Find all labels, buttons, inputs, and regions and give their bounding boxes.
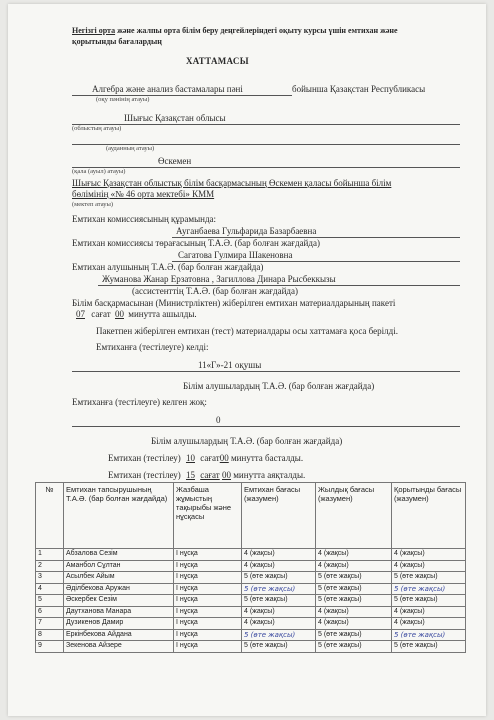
packet-line-1: Білім басқармасынан (Министрліктен) жіберілген емтихан материалдарының пакеті [72,298,396,308]
results-table [35,482,466,653]
region-caption: (облыстың атауы) [72,125,122,132]
exam-grade: 4 (жақсы) [242,549,316,561]
student-name: Зекенова Айзере [64,641,174,653]
table-header-row [36,483,466,549]
final-grade: 5 (өте жақсы) [392,572,466,584]
start-hour: 10 [185,453,195,463]
end-prefix: Емтихан (тестілеу) [108,470,181,480]
final-grade: 4 (жақсы) [392,560,466,572]
came-caption: Білім алушылардың Т.А.Ә. (бар болған жағдайда) [183,381,375,391]
end-hour-word: сағат [200,470,220,480]
final-grade: 5 (өте жақсы) [392,595,466,607]
school-line-1: Шығыс Қазақстан облыстық білім басқармасының Өскемен қаласы бойынша білім [72,178,392,188]
header-line-2: қорытынды бағалардың [72,37,162,46]
table-row [36,641,466,653]
variant: I нұсқа [174,560,242,572]
exam-grade: 4 (жақсы) [242,618,316,630]
final-grade: 5 (өте жақсы) [392,641,466,653]
end-time-line [108,470,305,481]
header-final-grade: Қорытынды бағасы (жазумен) [392,483,466,549]
exam-grade: 5 (өте жақсы) [242,583,316,595]
start-minute: 00 [219,453,229,463]
table-row [36,595,466,607]
start-prefix: Емтихан (тестілеу) [108,453,181,463]
header-number: № [36,483,64,549]
packet-minute: 00 [115,309,124,319]
row-number: 6 [36,606,64,618]
region-value: Шығыс Қазақстан облысы [124,113,226,123]
table-row [36,583,466,595]
annual-grade: 4 (жақсы) [316,606,392,618]
table-row [36,618,466,630]
student-name: Асылбек Айым [64,572,174,584]
row-number: 4 [36,583,64,595]
table-row [36,629,466,641]
student-name: Даутханова Манара [64,606,174,618]
row-number: 8 [36,629,64,641]
final-grade: 5 (өте жақсы) [392,629,466,641]
table-row [36,560,466,572]
annual-grade: 5 (өте жақсы) [316,583,392,595]
start-time-line [108,453,303,464]
variant: I нұсқа [174,629,242,641]
assistants-caption: (ассистенттің Т.А.Ә. (бар болған жағдайда) [132,286,298,296]
absent-value: 0 [216,415,221,425]
subject-suffix: бойынша Қазақстан Республикасы [292,84,426,94]
variant: I нұсқа [174,641,242,653]
exam-grade: 4 (жақсы) [242,606,316,618]
final-grade: 4 (жақсы) [392,549,466,561]
start-suffix: минутта басталды. [230,453,304,463]
end-suffix: минутта аяқталды. [233,470,306,480]
student-name: Дузикенов Дамир [64,618,174,630]
variant: I нұсқа [174,606,242,618]
commission-label: Емтихан комиссиясының құрамында: [72,214,217,224]
exam-grade: 4 (жақсы) [242,560,316,572]
table-row [36,606,466,618]
assistants-names: Жуманова Жанар Ерзатовна , Загиллова Динара Рысбеккызы [102,274,336,284]
packet-line-3: Пакетпен жіберілген емтихан (тест) материалдары осы хаттамаға қоса берілді. [96,326,398,336]
came-label: Емтиханға (тестілеуге) келді: [96,342,209,352]
variant: I нұсқа [174,549,242,561]
student-name: Абзалова Сезім [64,549,174,561]
school-line-2: бөлімінің «№ 46 орта мектебі» КММ [72,189,215,199]
exam-grade: 5 (өте жақсы) [242,572,316,584]
student-name: Еркінбекова Айдана [64,629,174,641]
subject-value: Алгебра және анализ бастамалары пәні [92,84,243,94]
header-written-topic: Жазбаша жұмыстың тақырыбы және нұсқасы [174,483,242,549]
student-name: Әскербек Сезім [64,595,174,607]
end-minute: 00 [221,470,231,480]
packet-tail: минутта ашылды. [128,309,197,319]
row-number: 1 [36,549,64,561]
header-underlined: Негізгі орта [72,26,116,35]
city-value: Өскемен [158,156,192,166]
variant: I нұсқа [174,572,242,584]
chair-label: Емтихан комиссиясы төрағасының Т.А.Ә. (бар болған жағдайда) [72,238,320,248]
end-hour: 15 [185,470,195,480]
table-row [36,572,466,584]
examiner-label: Емтихан алушының Т.А.Ә. (бар болған жағдайда) [72,262,264,272]
annual-grade: 4 (жақсы) [316,549,392,561]
commission-member: Ауганбаева Гульфарида Базарбаевна [176,226,317,236]
came-value: 11«Г»-21 оқушы [198,360,262,370]
table-row [36,549,466,561]
packet-line-2 [72,309,197,320]
packet-hour-word: сағат [91,309,111,319]
exam-grade: 5 (өте жақсы) [242,629,316,641]
annual-grade: 5 (өте жақсы) [316,641,392,653]
header-student-name: Емтихан тапсырушының Т.А.Ә. (бар болған жағдайда) [64,483,174,549]
exam-grade: 5 (өте жақсы) [242,641,316,653]
student-name: Аманбол Сұлтан [64,560,174,572]
header-rest: және жалпы орта білім беру деңгейлеріндегі оқыту курсы үшін емтихан және [115,26,398,35]
absent-label: Емтиханға (тестілеуге) келген жоқ: [72,397,207,407]
chair-name: Сагатова Гулмира Шакеновна [178,250,293,260]
district-caption: (ауданның атауы) [106,145,155,152]
annual-grade: 5 (өте жақсы) [316,595,392,607]
final-grade: 5 (өте жақсы) [392,583,466,595]
row-number: 9 [36,641,64,653]
annual-grade: 4 (жақсы) [316,560,392,572]
header-exam-grade: Емтихан бағасы (жазумен) [242,483,316,549]
row-number: 7 [36,618,64,630]
row-number: 3 [36,572,64,584]
header-annual-grade: Жылдық бағасы (жазумен) [316,483,392,549]
header-line-1 [72,26,398,36]
final-grade: 4 (жақсы) [392,618,466,630]
final-grade: 4 (жақсы) [392,606,466,618]
subject-caption: (оқу пәнінің атауы) [96,96,150,103]
student-name: Әділбекова Аружан [64,583,174,595]
annual-grade: 4 (жақсы) [316,618,392,630]
absent-caption: Білім алушылардың Т.А.Ә. (бар болған жағдайда) [151,436,343,446]
city-caption: (қала (ауыл) атауы) [72,168,126,175]
variant: I нұсқа [174,595,242,607]
row-number: 5 [36,595,64,607]
variant: I нұсқа [174,618,242,630]
school-caption: (мектеп атауы) [72,201,114,208]
document-title: ХАТТАМАСЫ [186,56,249,66]
annual-grade: 5 (өте жақсы) [316,629,392,641]
start-hour-word: сағат [200,453,220,463]
row-number: 2 [36,560,64,572]
annual-grade: 5 (өте жақсы) [316,572,392,584]
exam-grade: 5 (өте жақсы) [242,595,316,607]
variant: I нұсқа [174,583,242,595]
packet-hour: 07 [76,309,85,319]
